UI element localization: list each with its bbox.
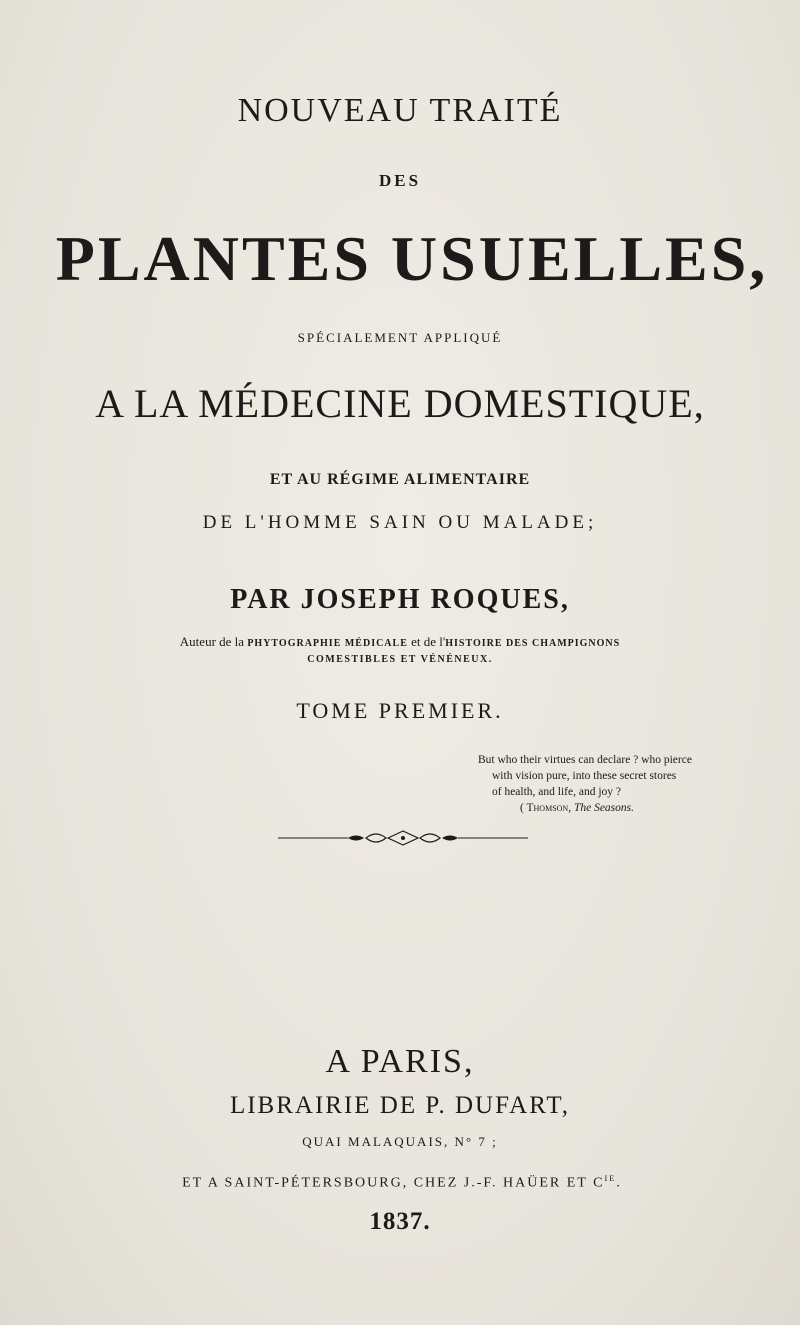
subtitle-line-2: A LA MÉDECINE DOMESTIQUE, [95, 381, 705, 426]
author-description [0, 634, 800, 650]
title-line-1: NOUVEAU TRAITÉ [237, 92, 563, 129]
author-desc-middle: et de l' [407, 634, 446, 649]
epigraph-line-2: with vision pure, into these secret stores [492, 770, 677, 782]
author-name: PAR JOSEPH ROQUES, [230, 584, 570, 615]
imprint-branch-end: . [616, 1175, 622, 1191]
author-description-line-2: COMESTIBLES ET VÉNÉNEUX. [307, 654, 493, 665]
epigraph-attribution [520, 800, 778, 816]
author-work-1: PHYTOGRAPHIE MÉDICALE [247, 638, 408, 649]
epigraph-author: ( Thomson [520, 802, 569, 814]
epigraph-line-1: But who their virtues can declare ? who pierce [478, 754, 692, 766]
imprint-branch-sup: IE [604, 1174, 617, 1183]
volume-label: TOME PREMIER. [296, 698, 504, 723]
author-desc-prefix: Auteur de la [179, 634, 248, 649]
main-title: PLANTES USUELLES, [55, 223, 769, 294]
imprint-address: QUAI MALAQUAIS, N° 7 ; [302, 1134, 498, 1149]
epigraph-line-3: of health, and life, and joy ? [492, 786, 622, 798]
imprint-city: A PARIS, [325, 1043, 475, 1080]
subtitle-line-3: ET AU RÉGIME ALIMENTAIRE [269, 471, 531, 488]
epigraph-work: The Seasons. [573, 802, 635, 814]
epigraph [478, 752, 778, 816]
ornament-divider [278, 828, 528, 848]
subtitle-line-4: DE L'HOMME SAIN OU MALADE; [202, 512, 598, 533]
subtitle-line-1: SPÉCIALEMENT APPLIQUÉ [297, 330, 503, 345]
imprint-year: 1837. [369, 1208, 431, 1235]
imprint-branch [2, 1174, 800, 1192]
imprint-publisher: LIBRAIRIE DE P. DUFART, [229, 1092, 571, 1119]
imprint-branch-main: ET A SAINT-PÉTERSBOURG, CHEZ J.-F. HAÜER ET C [182, 1175, 605, 1191]
author-work-2: HISTOIRE DES CHAMPIGNONS [445, 638, 621, 649]
title-line-2: DES [378, 171, 422, 190]
epigraph-sep: , [568, 802, 574, 814]
